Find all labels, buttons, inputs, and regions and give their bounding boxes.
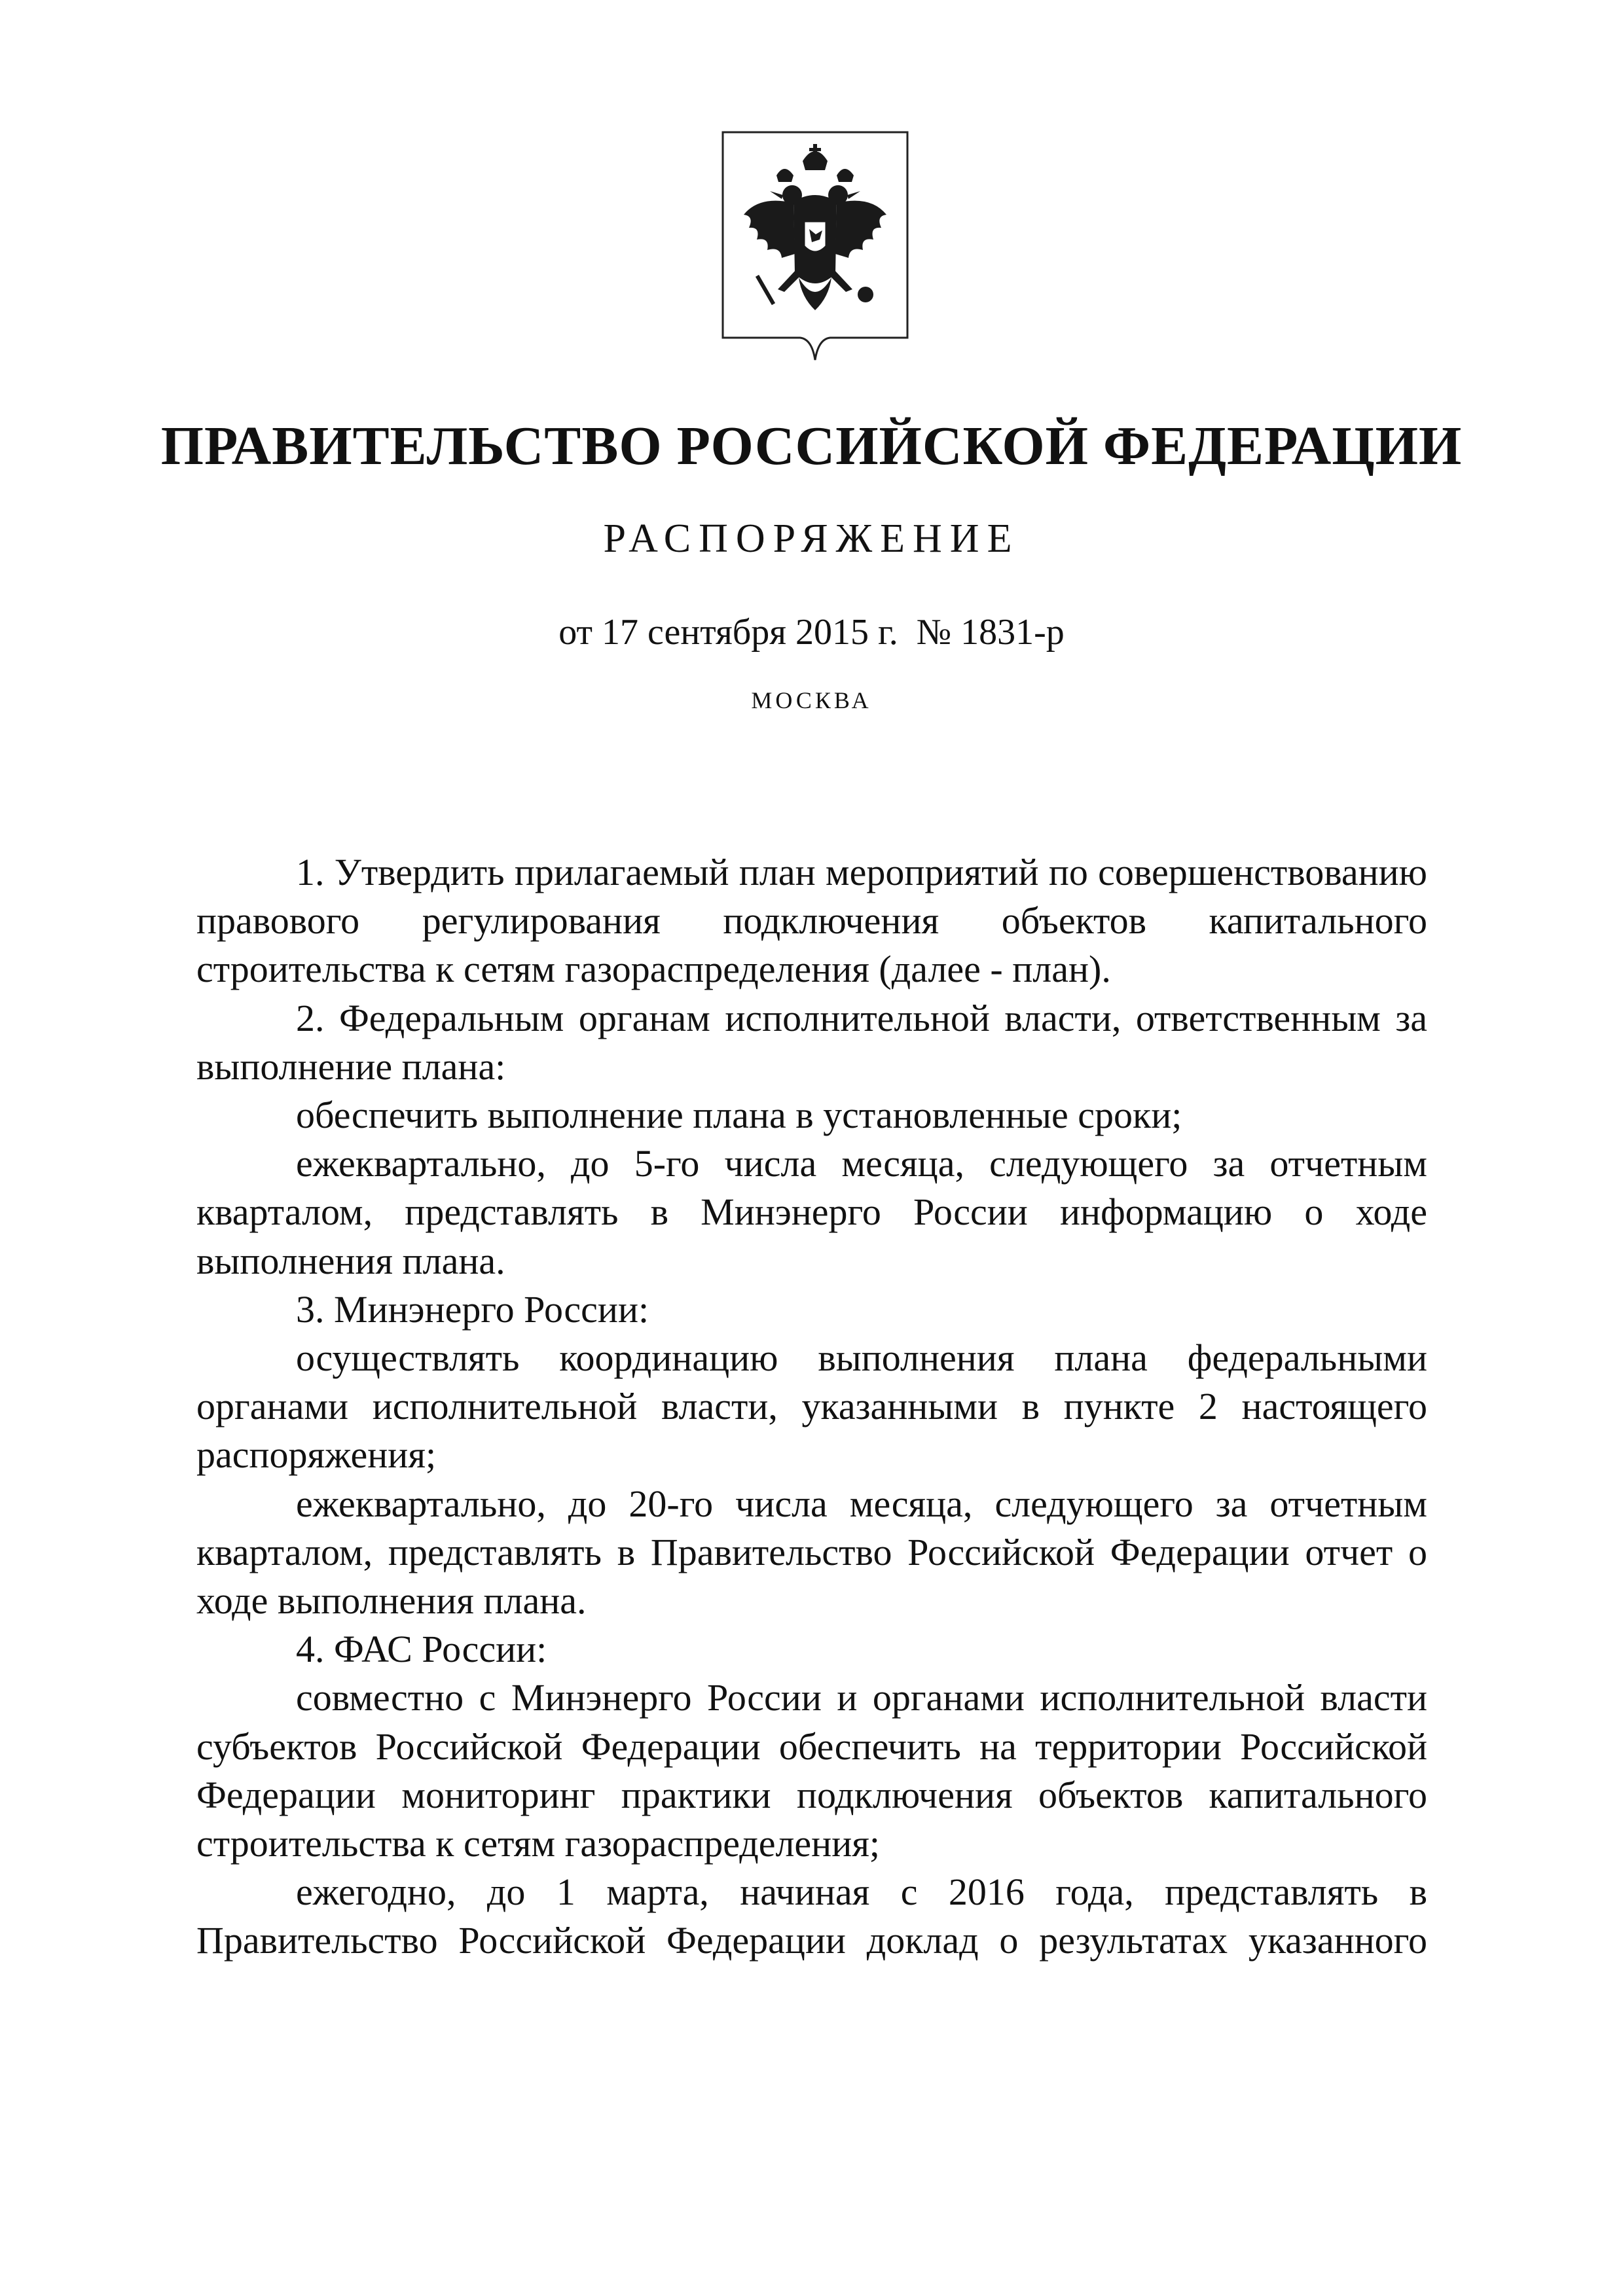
paragraph: ежегодно, до 1 марта, начиная с 2016 года, представлять в Правительство Российской Федерации доклад о результатах указанного (196, 1871, 1427, 1962)
document-type: РАСПОРЯЖЕНИЕ (603, 516, 1020, 561)
paragraph: 2. Федеральным органам исполнительной власти, ответственным за выполнение плана: (196, 996, 1427, 1088)
paragraph: ежеквартально, до 20-го числа месяца, следующего за отчетным кварталом, представлять в Правительство Российской Федерации отчет о ходе выполнения плана. (196, 1482, 1427, 1623)
russian-coat-of-arms-icon (720, 130, 910, 365)
government-title: ПРАВИТЕЛЬСТВО РОССИЙСКОЙ ФЕДЕРАЦИИ (160, 416, 1463, 476)
paragraph: 1. Утвердить прилагаемый план мероприятий по совершенствованию правового регулирования подключения объектов капитального строительства к сетям газораспределения (далее - план). (196, 851, 1427, 991)
paragraph: обеспечить выполнение плана в установленные сроки; (296, 1094, 1182, 1137)
paragraph: 4. ФАС России: (296, 1628, 547, 1671)
document-date: от 17 сентября 2015 г. (558, 612, 898, 653)
paragraph: 3. Минэнерго России: (296, 1287, 649, 1331)
document-number: № 1831-р (916, 612, 1065, 653)
document-body (196, 848, 1427, 1965)
paragraph: осуществлять координацию выполнения плана федеральными органами исполнительной власти, указанными в пункте 2 настоящего распоряжения; (196, 1336, 1427, 1477)
paragraph: совместно с Минэнерго России и органами исполнительной власти субъектов Российской Федерации обеспечить на территории Российской Федерации мониторинг практики подключения объектов капитального строительства к сетям газораспределения; (196, 1676, 1427, 1865)
paragraph: ежеквартально, до 5-го числа месяца, следующего за отчетным кварталом, представлять в Минэнерго России информацию о ходе выполнения плана. (196, 1142, 1427, 1282)
document-city: МОСКВА (751, 687, 872, 713)
document-date-line (0, 614, 1623, 651)
